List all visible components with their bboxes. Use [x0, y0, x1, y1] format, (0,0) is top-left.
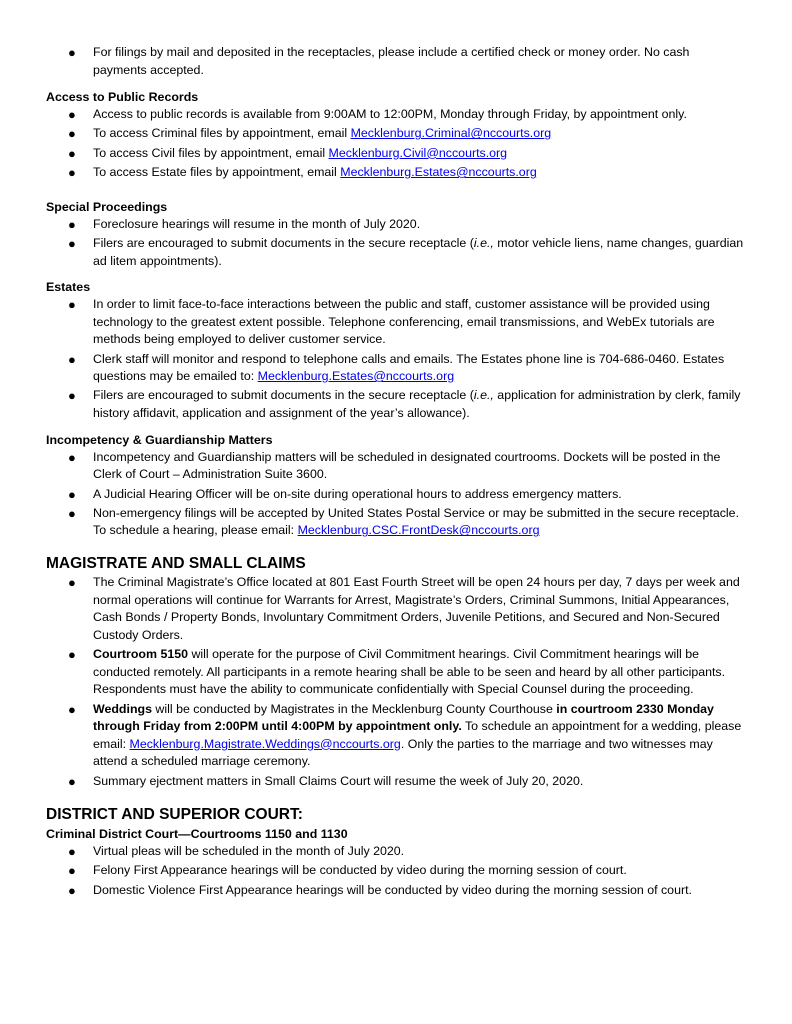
magistrate-list: [46, 574, 746, 790]
bullet-icon: ●: [68, 45, 76, 60]
bullet-icon: ●: [68, 844, 76, 860]
district-section-title: DISTRICT AND SUPERIOR COURT:: [46, 806, 303, 824]
bullet-icon: ●: [68, 235, 76, 251]
public-records-heading: Access to Public Records: [46, 90, 199, 105]
list-item: ● To access Criminal files by appointment, email Mecklenburg.Criminal@nccourts.org: [68, 126, 552, 142]
list-item: ● Courtroom 5150 will operate for the purpose of Civil Commitment hearings. Civil Commitment hearings will be conducted remotely. All participants in a remote hearing shall be able to be seen and heard by all other participants. Respondents must have the ability to communicate confidentially with Special Counsel during the proceeding.: [68, 647, 726, 697]
bullet-icon: ●: [68, 145, 76, 161]
bullet-icon: ●: [68, 388, 76, 404]
bullet-icon: ●: [68, 486, 76, 502]
list-item: ● Access to public records is available from 9:00AM to 12:00PM, Monday through Friday, by appointment only.: [68, 107, 687, 123]
estates-email-link[interactable]: Mecklenburg.Estates@nccourts.org: [340, 165, 537, 180]
filings-list: [46, 44, 746, 79]
magistrate-section-title: MAGISTRATE AND SMALL CLAIMS: [46, 554, 306, 572]
civil-email-link[interactable]: Mecklenburg.Civil@nccourts.org: [328, 145, 508, 160]
list-item: ● Filers are encouraged to submit documents in the secure receptacle (i.e., motor vehicle liens, name changes, guardian ad litem appointments).: [68, 235, 744, 268]
list-item: ● Domestic Violence First Appearance hearings will be conducted by video during the morning session of court.: [68, 882, 692, 898]
list-item: ● In order to limit face-to-face interactions between the public and staff, customer assistance will be provided using technology to the greatest extent possible. Telephone conferencing, email transmissions, and WebEx tutorials are methods being employed to deliver customer service.: [68, 297, 715, 347]
bullet-icon: ●: [68, 773, 76, 789]
bullet-icon: ●: [68, 505, 76, 521]
bullet-icon: ●: [68, 449, 76, 465]
list-item: ● To access Civil files by appointment, email Mecklenburg.Civil@nccourts.org: [68, 145, 508, 161]
document-page: [46, 44, 746, 901]
criminal-district-court-subheading: Criminal District Court—Courtrooms 1150 and 1130: [46, 827, 348, 842]
incompetency-list: [46, 449, 746, 540]
list-item: ● To access Estate files by appointment, email Mecklenburg.Estates@nccourts.org: [68, 165, 537, 181]
list-item: ● Clerk staff will monitor and respond to telephone calls and emails. The Estates phone line is 704-686-0460. Estates questions may be emailed to: Mecklenburg.Estates@nccourts.org: [68, 351, 725, 384]
estates-list: [46, 296, 746, 423]
list-item: ● Felony First Appearance hearings will be conducted by video during the morning session of court.: [68, 863, 627, 879]
list-item: ● Non-emergency filings will be accepted by United States Postal Service or may be submitted in the secure receptacle. To schedule a hearing, please email: Mecklenburg.CSC.FrontDesk@nccourts.org: [68, 505, 740, 538]
bullet-icon: ●: [68, 863, 76, 879]
estates-questions-email-link[interactable]: Mecklenburg.Estates@nccourts.org: [257, 369, 455, 384]
bullet-icon: ●: [68, 107, 76, 123]
bullet-icon: ●: [68, 574, 76, 590]
list-item: ● Virtual pleas will be scheduled in the month of July 2020.: [68, 844, 405, 860]
list-item: ● Filers are encouraged to submit documents in the secure receptacle (i.e., application for administration by clerk, family history affidavit, application and assignment of the year’s allowance).: [68, 388, 741, 421]
special-proceedings-list: [46, 216, 746, 270]
weddings-email-link[interactable]: Mecklenburg.Magistrate.Weddings@nccourts.org: [129, 736, 401, 751]
public-records-list: [46, 106, 746, 181]
bullet-icon: ●: [68, 297, 76, 313]
csc-frontdesk-email-link[interactable]: Mecklenburg.CSC.FrontDesk@nccourts.org: [297, 523, 540, 538]
list-item: ● Incompetency and Guardianship matters will be scheduled in designated courtrooms. Dockets will be posted in the Clerk of Court – Administration Suite 3600.: [68, 449, 721, 482]
list-item: ● For filings by mail and deposited in the receptacles, please include a certified check or money order. No cash payments accepted.: [68, 45, 690, 77]
district-list: [46, 843, 746, 899]
bullet-icon: ●: [68, 351, 76, 367]
estates-heading: Estates: [46, 280, 91, 295]
bullet-icon: ●: [68, 701, 76, 717]
bullet-icon: ●: [68, 882, 76, 898]
list-item: ● A Judicial Hearing Officer will be on-site during operational hours to address emergency matters.: [68, 486, 622, 502]
incompetency-heading: Incompetency & Guardianship Matters: [46, 432, 273, 447]
special-proceedings-heading: Special Proceedings: [46, 199, 168, 214]
bullet-icon: ●: [68, 216, 76, 232]
list-item: ● Summary ejectment matters in Small Claims Court will resume the week of July 20, 2020.: [68, 773, 584, 789]
bullet-icon: ●: [68, 647, 76, 663]
list-item: ● Foreclosure hearings will resume in the month of July 2020.: [68, 216, 421, 232]
list-item: ● The Criminal Magistrate’s Office located at 801 East Fourth Street will be open 24 hours per day, 7 days per week and normal operations will continue for Warrants for Arrest, Magistrate’s Orders, Criminal Summons, Initial Appearances, Cash Bonds / Property Bonds, Involuntary Commitment Orders, Juvenile Petitions, and Secured and Non-Secured Custody Orders.: [68, 574, 740, 642]
bullet-icon: ●: [68, 165, 76, 181]
bullet-icon: ●: [68, 126, 76, 142]
criminal-email-link[interactable]: Mecklenburg.Criminal@nccourts.org: [350, 126, 552, 141]
list-item: ● Weddings will be conducted by Magistrates in the Mecklenburg County Courthouse in courtroom 2330 Monday through Friday from 2:00PM until 4:00PM by appointment only. To schedule an appointment for a wedding, please email: Mecklenburg.Magistrate.Weddings@nccourts.org. Only the parties to the marriage and two witnesses may attend a scheduled marriage ceremony.: [68, 701, 742, 769]
